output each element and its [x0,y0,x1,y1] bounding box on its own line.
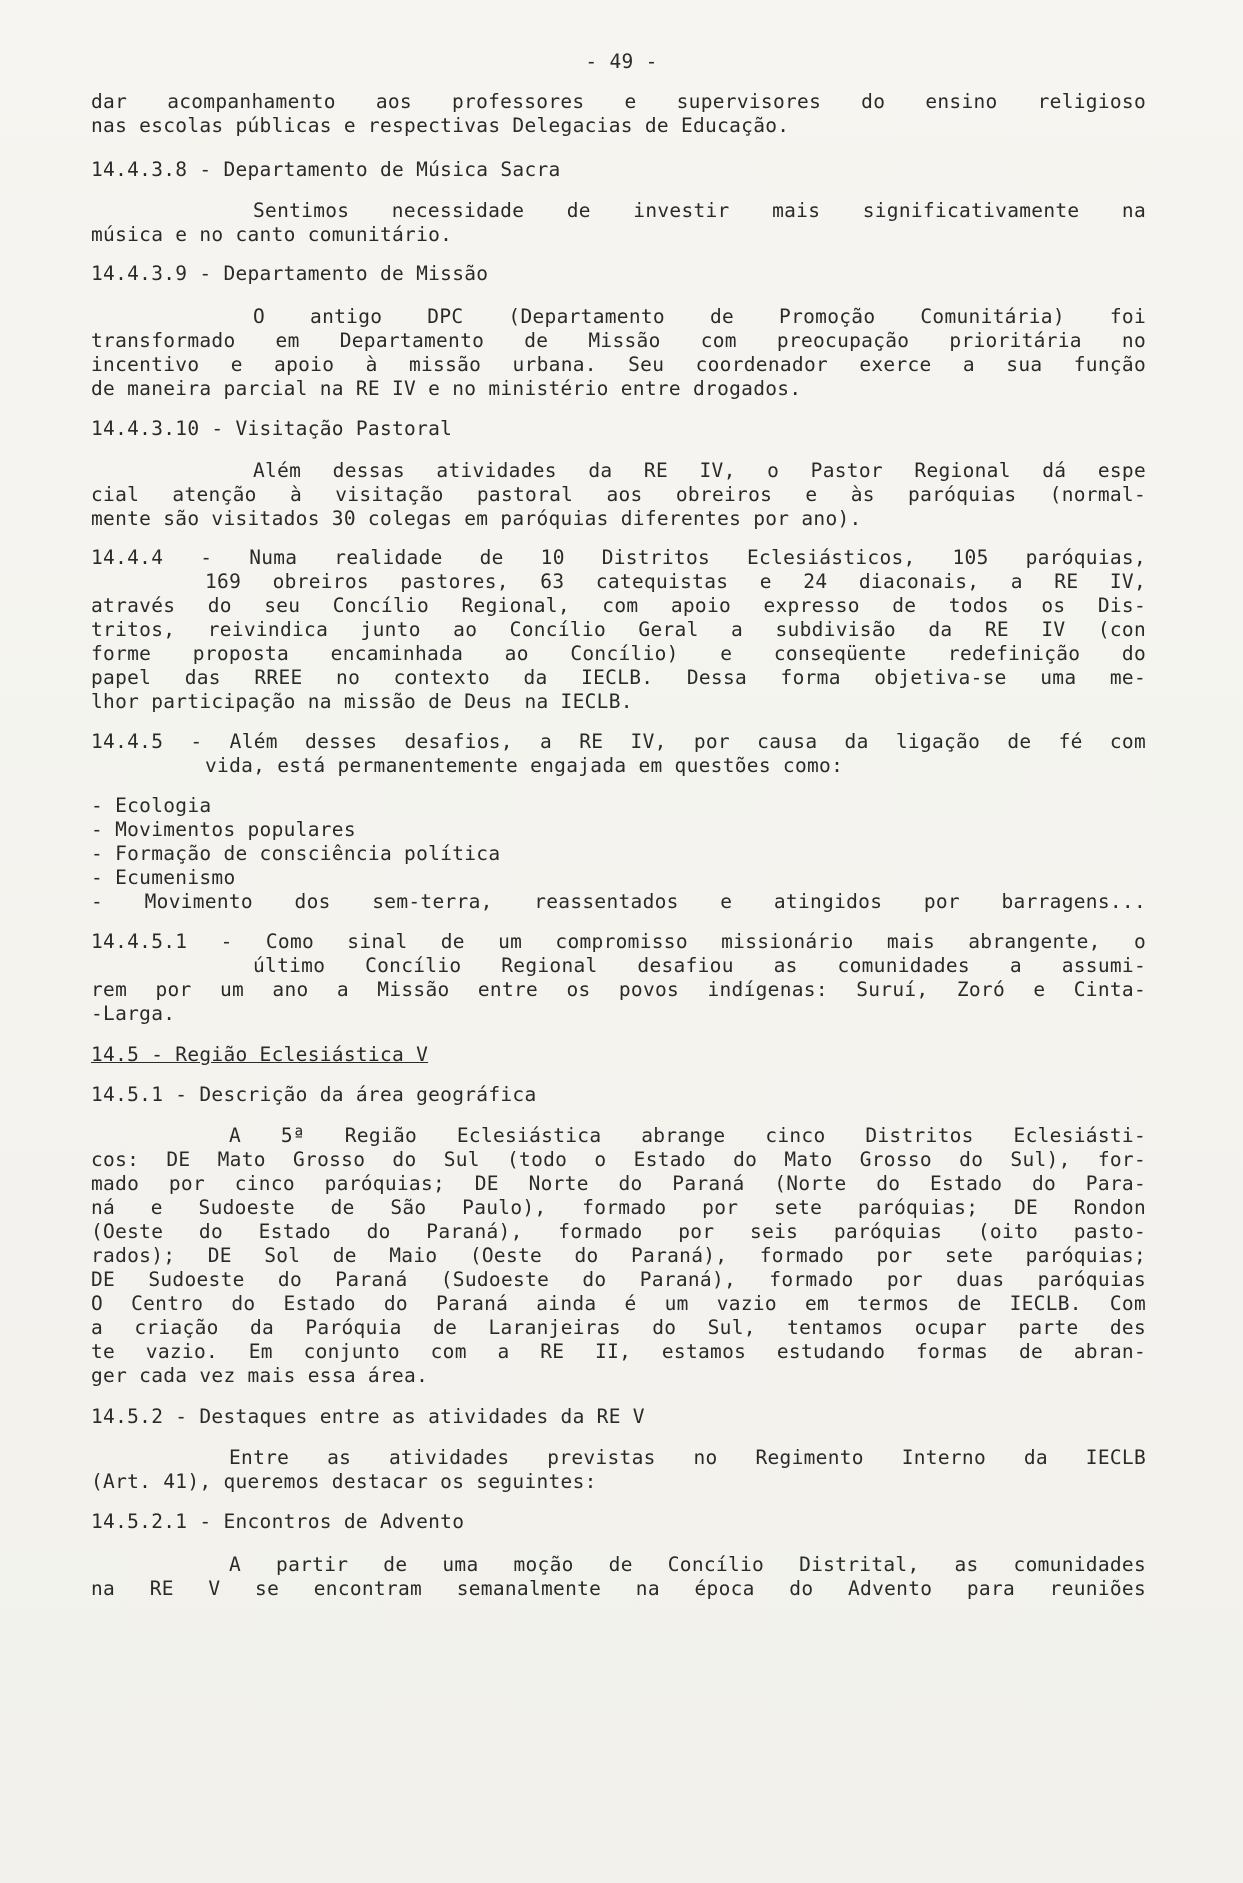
text-line: (Art. 41), queremos destacar os seguintes: [91,1470,597,1493]
text-line: 14.4.5.1 - Como sinal de um compromisso missionário mais abrangente, o [91,930,1146,953]
text-line: ná e Sudoeste de São Paulo), formado por sete paróquias; DE Rondon [91,1196,1146,1219]
section-heading: 14.4.3.10 - Visitação Pastoral [91,417,453,440]
text-line: mente são visitados 30 colegas em paróquias diferentes por ano). [91,507,862,530]
section-heading: 14.5 - Região Eclesiástica V [91,1043,429,1066]
text-line: 14.4.5 - Além desses desafios, a RE IV, por causa da ligação de fé com [91,730,1146,753]
text-line: dar acompanhamento aos professores e supervisores do ensino religioso [91,90,1146,113]
text-line: mado por cinco paróquias; DE Norte do Paraná (Norte do Estado do Para- [91,1172,1146,1195]
text-line: Entre as atividades previstas no Regimento Interno da IECLB [229,1446,1146,1469]
text-line: DE Sudoeste do Paraná (Sudoeste do Paraná), formado por duas paróquias [91,1268,1146,1291]
text-line: -Larga. [91,1002,176,1025]
section-heading: 14.5.1 - Descrição da área geográfica [91,1083,537,1106]
text-line: Além dessas atividades da RE IV, o Pastor Regional dá espe [253,459,1146,482]
text-line: vida, está permanentemente engajada em questões como: [205,754,844,777]
section-heading: 14.5.2.1 - Encontros de Advento [91,1510,465,1533]
text-line: na RE V se encontram semanalmente na época do Advento para reuniões [91,1577,1146,1600]
page-number: - 49 - [585,50,658,73]
text-line: lhor participação na missão de Deus na IECLB. [91,690,633,713]
text-line: a criação da Paróquia de Laranjeiras do Sul, tentamos ocupar parte des [91,1316,1146,1339]
section-heading: 14.5.2 - Destaques entre as atividades da RE V [91,1405,645,1428]
text-line: transformado em Departamento de Missão com preocupação prioritária no [91,329,1146,352]
text-line: Sentimos necessidade de investir mais significativamente na [253,199,1146,222]
section-heading: 14.4.3.8 - Departamento de Música Sacra [91,158,561,181]
text-line: te vazio. Em conjunto com a RE II, estamos estudando formas de abran- [91,1340,1146,1363]
text-line: O antigo DPC (Departamento de Promoção Comunitária) foi [253,305,1146,328]
text-line: 14.4.4 - Numa realidade de 10 Distritos Eclesiásticos, 105 paróquias, [91,546,1146,569]
text-line: incentivo e apoio à missão urbana. Seu coordenador exerce a sua função [91,353,1146,376]
text-line: cial atenção à visitação pastoral aos obreiros e às paróquias (normal- [91,483,1146,506]
text-line: O Centro do Estado do Paraná ainda é um vazio em termos de IECLB. Com [91,1292,1146,1315]
list-item: - Ecumenismo [91,866,236,889]
text-line: forme proposta encaminhada ao Concílio) e conseqüente redefinição do [91,642,1146,665]
list-item: - Formação de consciência política [91,842,501,865]
text-line: de maneira parcial na RE IV e no ministério entre drogados. [91,377,802,400]
text-line: rem por um ano a Missão entre os povos indígenas: Suruí, Zoró e Cinta- [91,978,1146,1001]
text-line: tritos, reivindica junto ao Concílio Geral a subdivisão da RE IV (con [91,618,1146,641]
section-heading: 14.4.3.9 - Departamento de Missão [91,262,489,285]
text-line: 169 obreiros pastores, 63 catequistas e 24 diaconais, a RE IV, [205,570,1146,593]
text-line: papel das RREE no contexto da IECLB. Dessa forma objetiva-se uma me- [91,666,1146,689]
text-line: música e no canto comunitário. [91,223,453,246]
text-line: ger cada vez mais essa área. [91,1364,429,1387]
text-line: (Oeste do Estado do Paraná), formado por seis paróquias (oito pasto- [91,1220,1146,1243]
list-item: - Ecologia [91,794,212,817]
text-line: rados); DE Sol de Maio (Oeste do Paraná), formado por sete paróquias; [91,1244,1146,1267]
text-line: A partir de uma moção de Concílio Distrital, as comunidades [229,1553,1146,1576]
list-item: - Movimento dos sem-terra, reassentados e atingidos por barragens... [91,890,1146,913]
list-item: - Movimentos populares [91,818,356,841]
text-line: nas escolas públicas e respectivas Delegacias de Educação. [91,114,790,137]
text-line: cos: DE Mato Grosso do Sul (todo o Estado do Mato Grosso do Sul), for- [91,1148,1146,1171]
text-line: último Concílio Regional desafiou as comunidades a assumi- [253,954,1146,977]
text-line: A 5ª Região Eclesiástica abrange cinco Distritos Eclesiásti- [229,1124,1146,1147]
text-line: através do seu Concílio Regional, com apoio expresso de todos os Dis- [91,594,1146,617]
